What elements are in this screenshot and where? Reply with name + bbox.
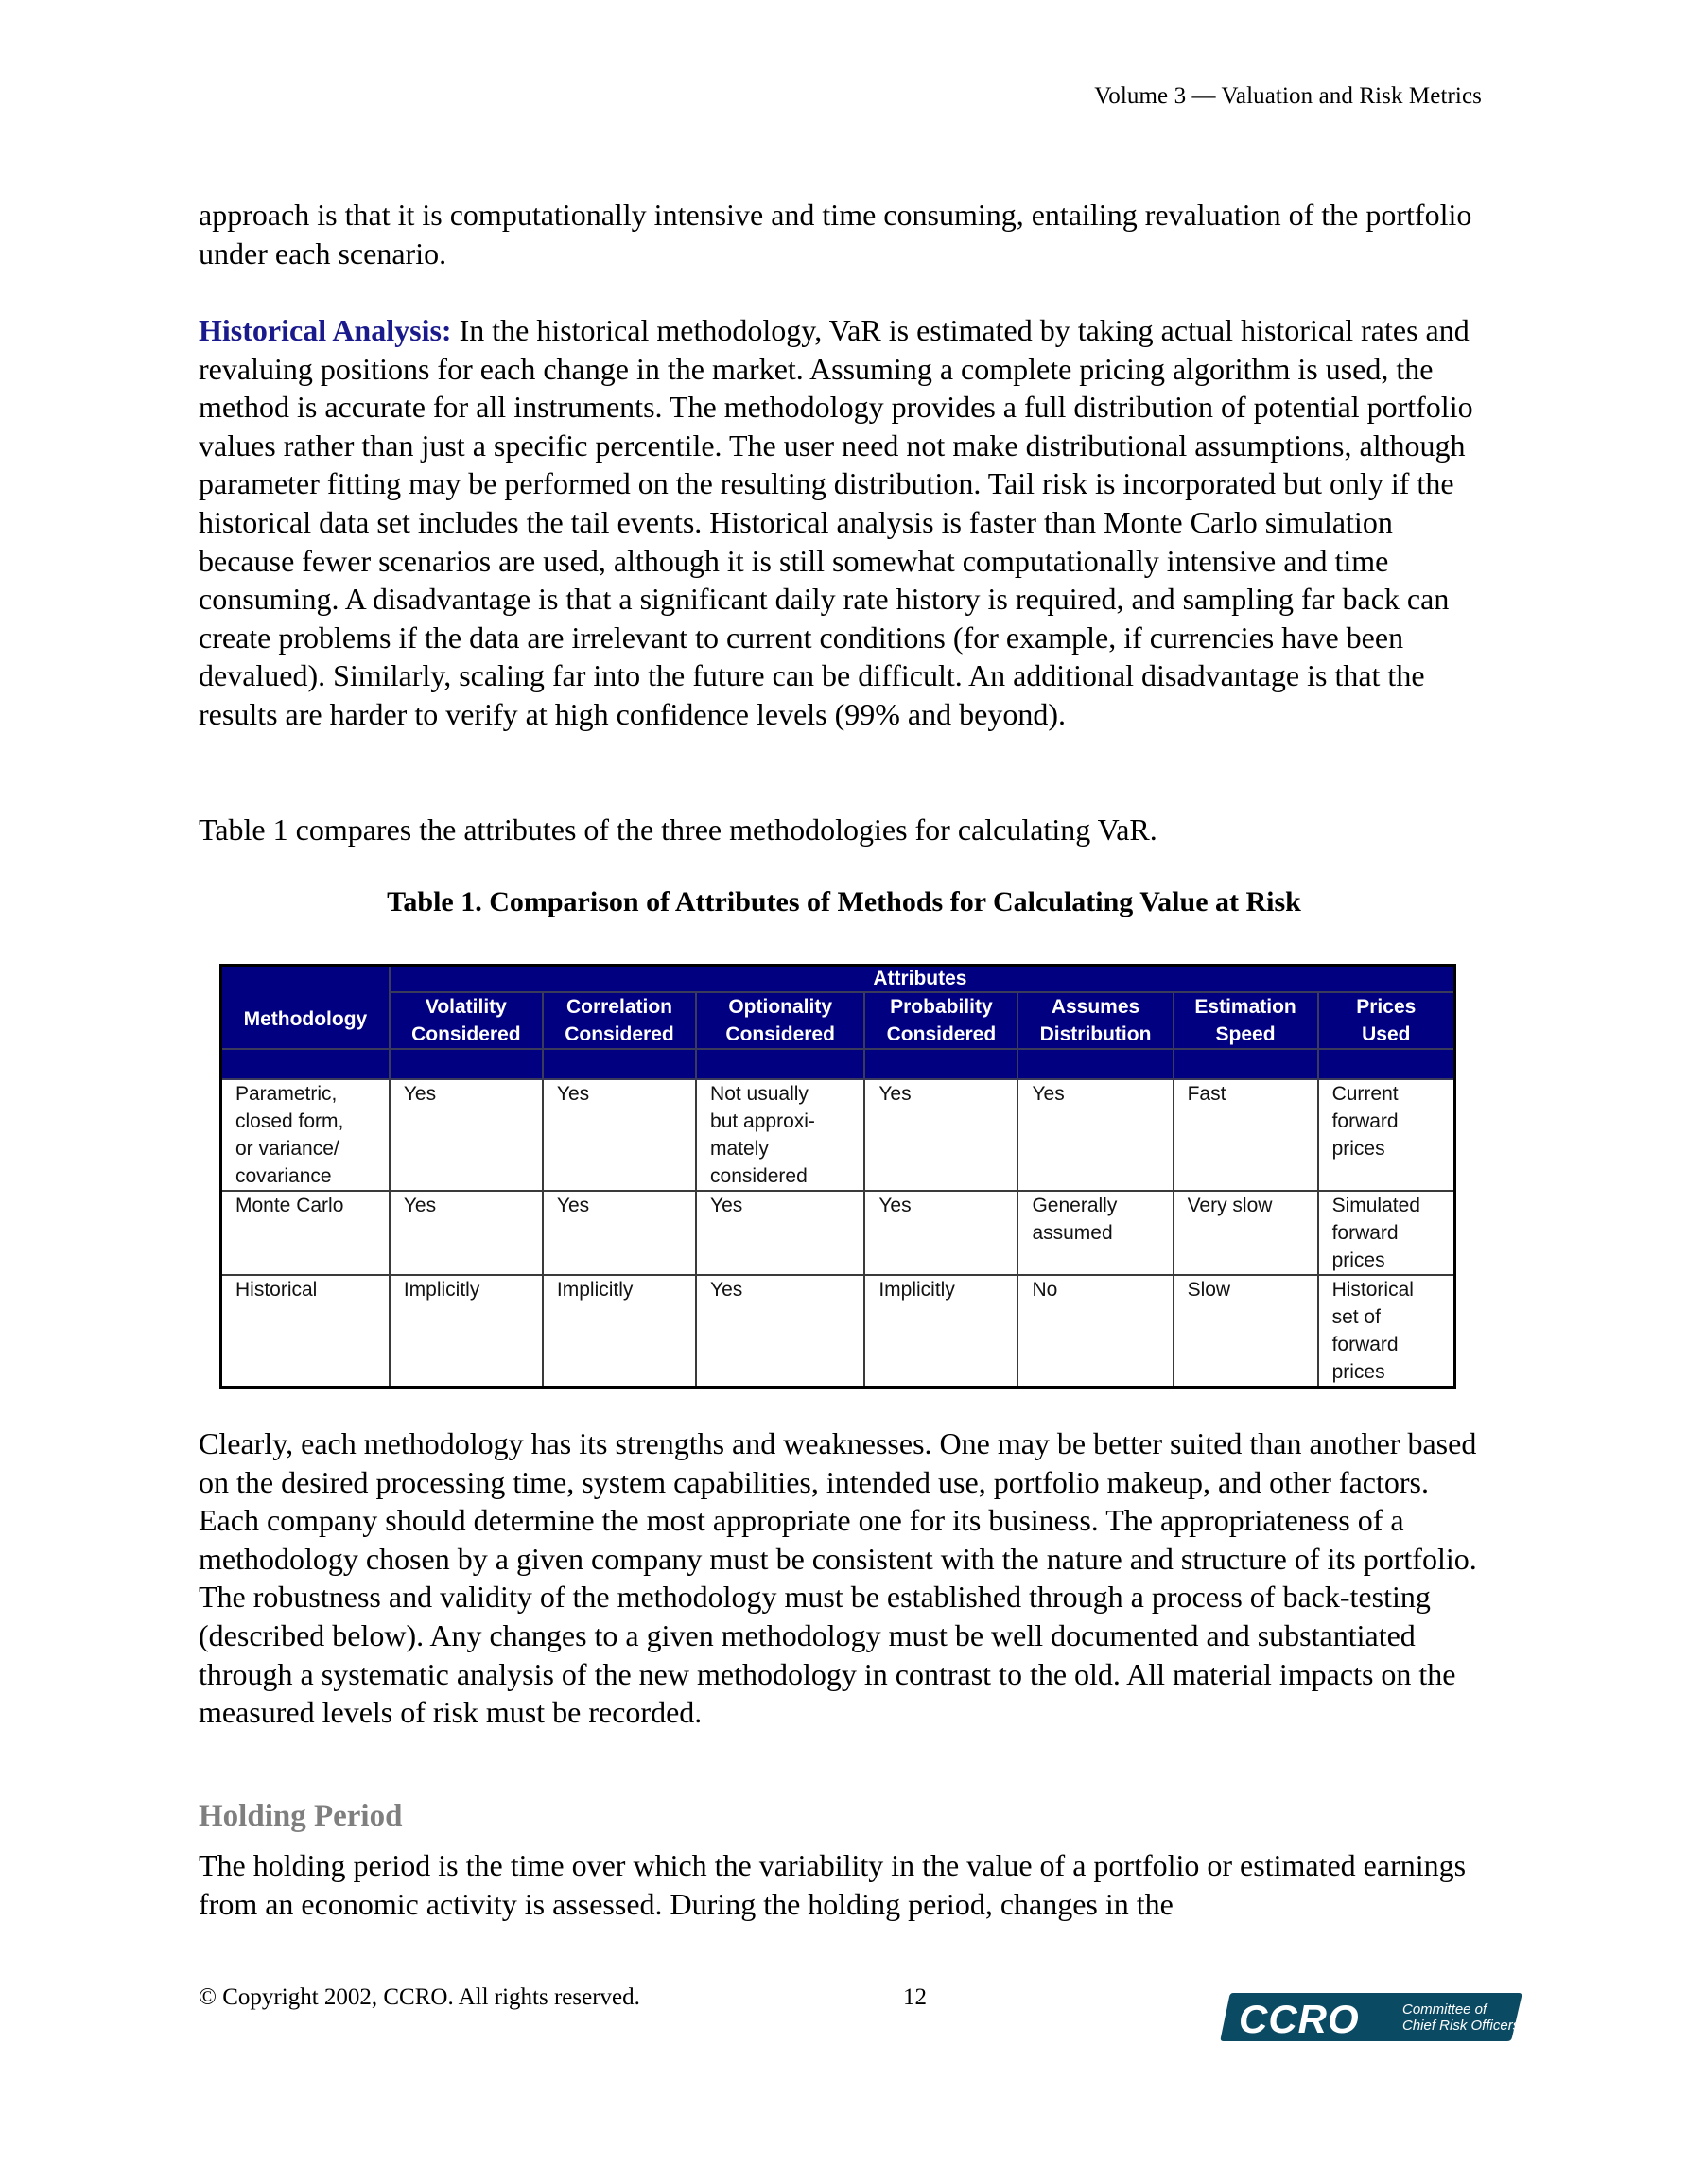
table-cell: [864, 1191, 1017, 1275]
table-row: [221, 1191, 1455, 1275]
cell-line: Yes: [710, 1195, 743, 1216]
cell-line: Slow: [1187, 1279, 1231, 1301]
column-group-attributes: Attributes: [390, 966, 1455, 993]
cell-line: Implicitly: [878, 1279, 955, 1301]
column-header: [390, 992, 543, 1049]
paragraph-holding-period: The holding period is the time over which the variability in the value of a portfolio or estimated earnings from an economic activity is assessed. During the holding period, changes in the: [199, 1848, 1467, 1921]
table-header-row: [221, 992, 1455, 1049]
logo-mark-text: CCRO: [1239, 1997, 1360, 2041]
paragraph-historical-analysis: [199, 311, 1489, 734]
column-header-line: Used: [1362, 1023, 1411, 1045]
column-header: [543, 992, 696, 1049]
column-header-line: Estimation: [1194, 996, 1296, 1018]
footer-copyright: © Copyright 2002, CCRO. All rights reserved.: [199, 1984, 640, 2010]
logo-line-2: Chief Risk Officers: [1402, 2018, 1521, 2034]
cell-line: Implicitly: [403, 1279, 480, 1301]
running-head: Volume 3 — Valuation and Risk Metrics: [1094, 83, 1482, 109]
cell-line: closed form,: [235, 1110, 344, 1132]
column-header-line: Correlation: [565, 996, 672, 1018]
cell-line: Parametric,: [235, 1083, 338, 1105]
cell-line: Implicitly: [556, 1279, 634, 1301]
column-header-line: Considered: [565, 1023, 674, 1045]
cell-line: prices: [1331, 1249, 1385, 1271]
cell-line: Yes: [878, 1195, 912, 1216]
column-header: [696, 992, 864, 1049]
table-cell: [696, 1079, 864, 1191]
cell-line: considered: [710, 1165, 808, 1187]
table-cell: [390, 1275, 543, 1388]
cell-line: prices: [1331, 1138, 1385, 1160]
column-header-line: Considered: [411, 1023, 521, 1045]
cell-line: Yes: [878, 1083, 912, 1105]
column-header-line: Optionality: [728, 996, 833, 1018]
cell-line: Simulated: [1331, 1195, 1420, 1216]
table-cell: [1318, 1191, 1455, 1275]
column-header-line: Distribution: [1039, 1023, 1152, 1045]
ccro-logo: [1220, 1991, 1522, 2043]
column-header: [1174, 992, 1318, 1049]
cell-line: covariance: [235, 1165, 332, 1187]
cell-line: Yes: [1032, 1083, 1065, 1105]
cell-line: prices: [1331, 1361, 1385, 1383]
column-header: [864, 992, 1017, 1049]
table-cell: [1017, 1079, 1173, 1191]
table-cell: [1318, 1079, 1455, 1191]
cell-line: Fast: [1187, 1083, 1226, 1105]
cell-line: Yes: [403, 1195, 437, 1216]
cell-line: forward: [1331, 1110, 1399, 1132]
cell-line: Historical: [1331, 1279, 1414, 1301]
var-methods-table: [219, 964, 1456, 1389]
table-header-spacer-row: [221, 1049, 1455, 1079]
column-header: [1318, 992, 1455, 1049]
cell-methodology: [221, 1079, 390, 1191]
cell-line: Very slow: [1187, 1195, 1273, 1216]
cell-line: Generally: [1032, 1195, 1118, 1216]
page-number: 12: [903, 1984, 927, 2010]
run-in-heading: Historical Analysis:: [199, 313, 452, 347]
table-group-header-row: [221, 966, 1455, 993]
table-cell: [1017, 1191, 1173, 1275]
section-heading-holding-period: Holding Period: [199, 1799, 403, 1833]
table-cell: [1318, 1275, 1455, 1388]
cell-line: assumed: [1032, 1222, 1113, 1244]
column-header-line: Prices: [1356, 996, 1417, 1018]
table-caption: Table 1. Comparison of Attributes of Methods for Calculating Value at Risk: [387, 886, 1301, 917]
column-header-line: Considered: [725, 1023, 835, 1045]
cell-line: forward: [1331, 1334, 1399, 1355]
paragraph-table-intro: Table 1 compares the attributes of the three methodologies for calculating VaR.: [199, 812, 1157, 847]
paragraph-methodology-conclusion: Clearly, each methodology has its strengths and weaknesses. One may be better suited than another based on the desired processing time, system capabilities, intended use, portfolio makeup, and other factors. Each company should determine the most appropriate one for its business. The appropriateness of a methodology chosen by a given company must be consistent with the nature and structure of its portfolio. The robustness and validity of the methodology must be established through a process of back-testing (described below). Any changes to a given methodology must be well documented and substantiated through a systematic analysis of the new methodology in contrast to the old. All material impacts on the measured levels of risk must be recorded.: [199, 1426, 1477, 1730]
cell-line: Yes: [556, 1195, 590, 1216]
table-cell: [1174, 1191, 1318, 1275]
paragraph-monte-carlo-end: approach is that it is computationally intensive and time consuming, entailing revaluation of the portfolio under each scenario.: [199, 198, 1472, 271]
column-header-line: Assumes: [1051, 996, 1140, 1018]
cell-line: mately: [710, 1138, 769, 1160]
table-cell: [696, 1191, 864, 1275]
column-header-line: Speed: [1215, 1023, 1276, 1045]
cell-line: Yes: [556, 1083, 590, 1105]
cell-line: or variance/: [235, 1138, 339, 1160]
table-cell: [390, 1079, 543, 1191]
cell-line: forward: [1331, 1222, 1399, 1244]
cell-line: Yes: [403, 1083, 437, 1105]
table-cell: [696, 1275, 864, 1388]
table-row: [221, 1275, 1455, 1388]
table-cell: [864, 1079, 1017, 1191]
cell-line: set of: [1331, 1306, 1381, 1328]
table-row: [221, 1079, 1455, 1191]
table-cell: [1017, 1275, 1173, 1388]
column-header: [1017, 992, 1173, 1049]
cell-line: Not usually: [710, 1083, 809, 1105]
cell-line: Monte Carlo: [235, 1195, 344, 1216]
table-cell: [864, 1275, 1017, 1388]
cell-line: Historical: [235, 1279, 318, 1301]
column-header-line: Volatility: [425, 996, 507, 1018]
column-header-line: Considered: [886, 1023, 997, 1045]
table-cell: [543, 1079, 696, 1191]
table-cell: [1174, 1275, 1318, 1388]
table-cell: [543, 1191, 696, 1275]
cell-line: No: [1032, 1279, 1058, 1301]
table-cell: [390, 1191, 543, 1275]
cell-methodology: [221, 1191, 390, 1275]
column-header-line: Probability: [890, 996, 993, 1018]
cell-line: Yes: [710, 1279, 743, 1301]
paragraph-text: In the historical methodology, VaR is estimated by taking actual historical rates and revaluing positions for each change in the market. Assuming a complete pricing algorithm is used, the method is accurate for all instruments. The methodology provides a full distribution of potential portfolio values rather than just a specific percentile. The user need not make distributional assumptions, although parameter fitting may be performed on the resulting distribution. Tail risk is incorporated but only if the historical data set includes the tail events. Historical analysis is faster than Monte Carlo simulation because fewer scenarios are used, although it is still somewhat computationally intensive and time consuming. A disadvantage is that a significant daily rate history is required, and sampling far back can create problems if the data are irrelevant to current conditions (for example, if currencies have been devalued). Similarly, scaling far into the future can be difficult. An additional disadvantage is that the results are harder to verify at high confidence levels (99% and beyond).: [199, 313, 1473, 731]
column-header-methodology: Methodology: [221, 966, 390, 1050]
cell-line: but approxi-: [710, 1110, 815, 1132]
logo-line-1: Committee of: [1402, 2001, 1487, 2018]
table-cell: [1174, 1079, 1318, 1191]
cell-line: Current: [1331, 1083, 1399, 1105]
cell-methodology: [221, 1275, 390, 1388]
table-cell: [543, 1275, 696, 1388]
